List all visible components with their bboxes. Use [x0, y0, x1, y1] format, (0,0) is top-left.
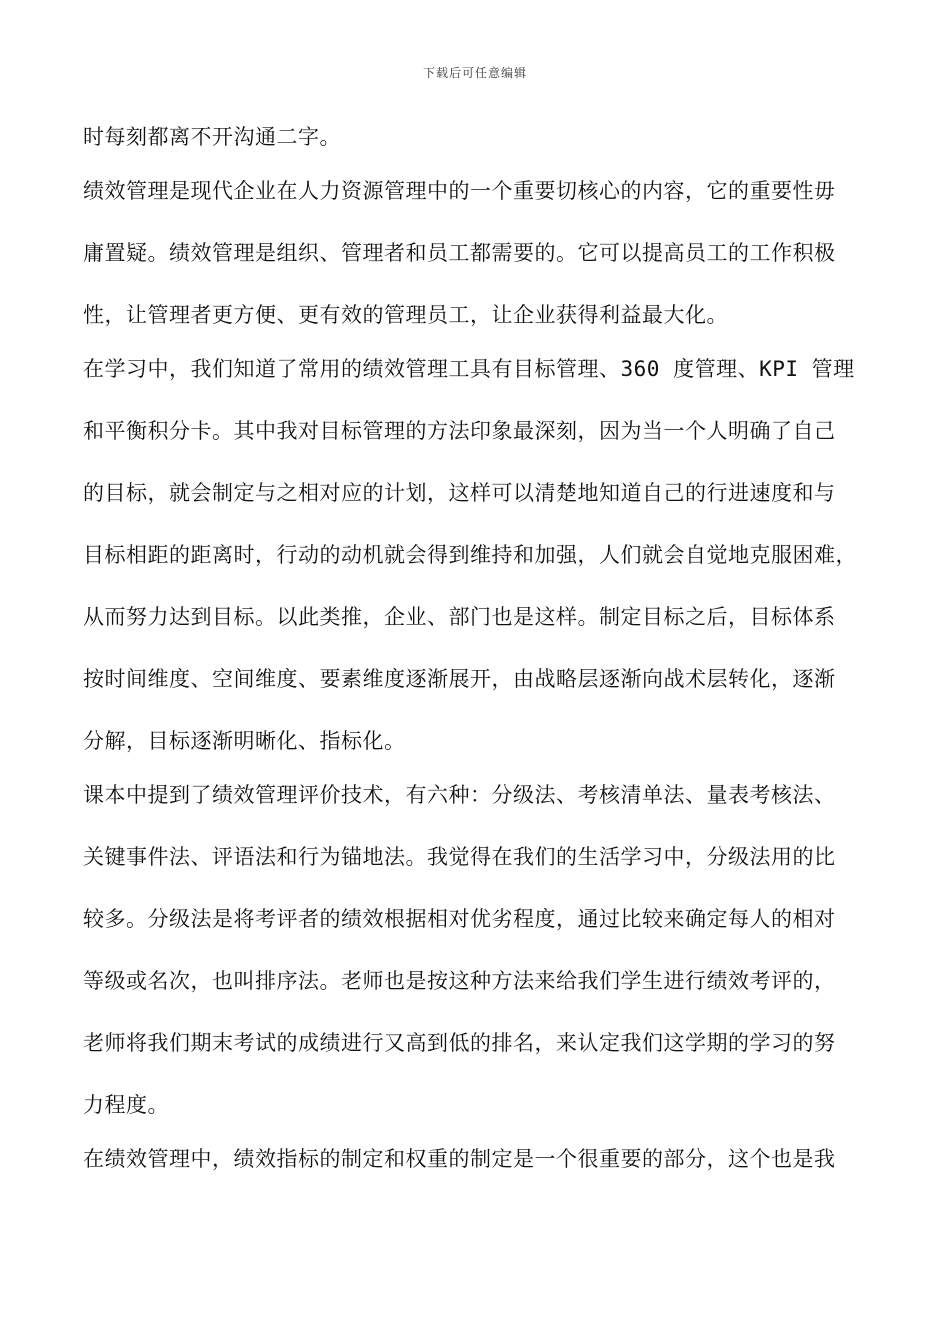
text-line: 老师将我们期末考试的成绩进行又高到低的排名，来认定我们这学期的学习的努: [83, 1031, 836, 1055]
text-line: 和平衡积分卡。其中我对目标管理的方法印象最深刻，因为当一个人明确了自己: [83, 419, 836, 443]
text-line: 绩效管理是现代企业在人力资源管理中的一个重要切核心的内容，它的重要性毋: [83, 179, 836, 203]
text-line: 关键事件法、评语法和行为锚地法。我觉得在我们的生活学习中，分级法用的比: [83, 845, 836, 869]
text-line: 等级或名次，也叫排序法。老师也是按这种方法来给我们学生进行绩效考评的，: [83, 969, 836, 993]
text-line: 较多。分级法是将考评者的绩效根据相对优劣程度，通过比较来确定每人的相对: [83, 907, 836, 931]
page-header: 下载后可任意编辑: [422, 66, 527, 80]
text-line: 在学习中，我们知道了常用的绩效管理工具有目标管理、360 度管理、KPI 管理: [83, 357, 855, 381]
text-line: 课本中提到了绩效管理评价技术，有六种：分级法、考核清单法、量表考核法、: [83, 783, 836, 807]
text-line: 目标相距的距离时，行动的动机就会得到维持和加强，人们就会自觉地克服困难，: [83, 543, 857, 567]
text-line: 从而努力达到目标。以此类推，企业、部门也是这样。制定目标之后，目标体系: [83, 605, 836, 629]
text-line: 性，让管理者更方便、更有效的管理员工，让企业获得利益最大化。: [83, 303, 728, 327]
text-line: 庸置疑。绩效管理是组织、管理者和员工都需要的。它可以提高员工的工作积极: [83, 241, 836, 265]
document-body: [83, 112, 873, 1196]
text-line: 时每刻都离不开沟通二字。: [83, 125, 341, 149]
text-line: 的目标，就会制定与之相对应的计划，这样可以清楚地知道自己的行进速度和与: [83, 481, 836, 505]
text-line: 分解，目标逐渐明晰化、指标化。: [83, 729, 406, 753]
text-line: 力程度。: [83, 1093, 169, 1117]
text-line: 按时间维度、空间维度、要素维度逐渐展开，由战略层逐渐向战术层转化，逐渐: [83, 667, 836, 691]
text-line: 在绩效管理中，绩效指标的制定和权重的制定是一个很重要的部分，这个也是我: [83, 1147, 836, 1171]
